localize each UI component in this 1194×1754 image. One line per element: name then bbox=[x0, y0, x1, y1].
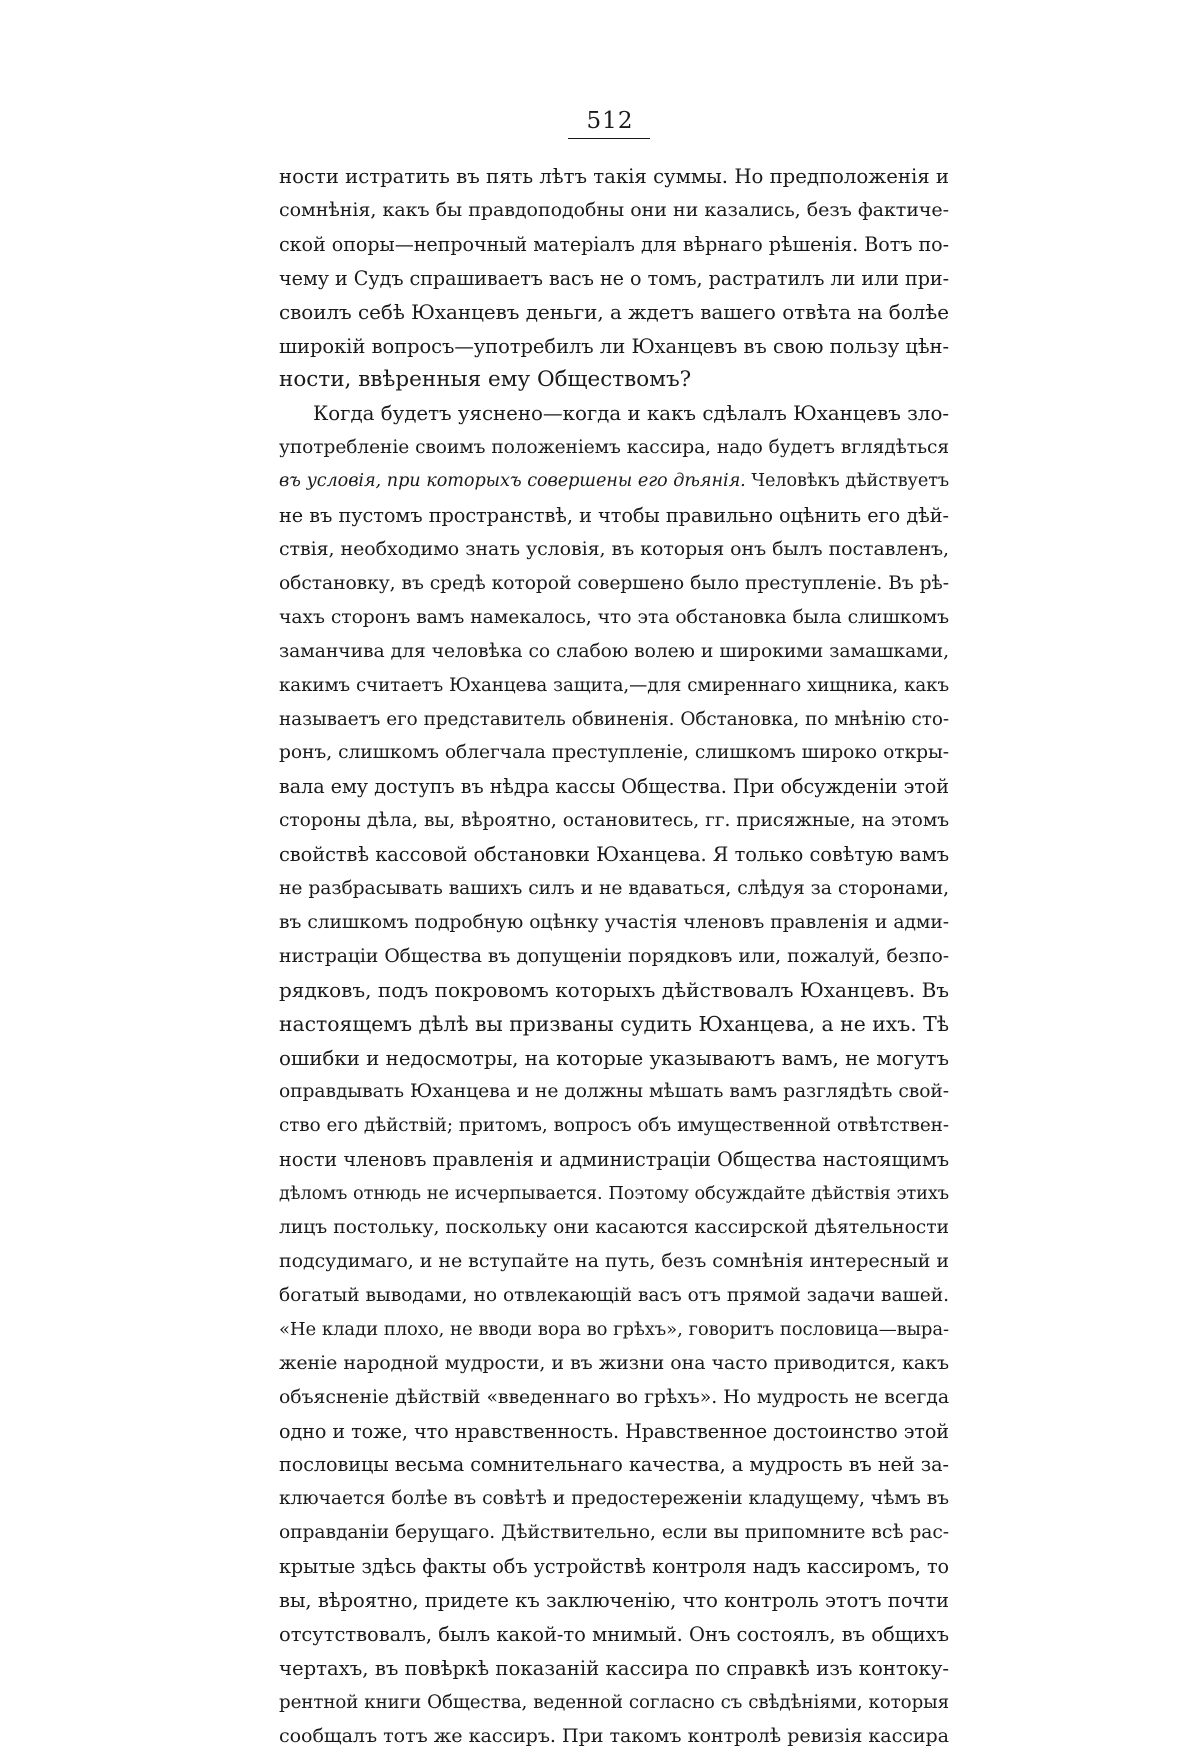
emphasized-text: въ условія, при которыхъ совершены его дѣянія. bbox=[279, 471, 746, 492]
text-line: оправдывать Юханцева и не должны мѣшать вамъ разглядѣть свой- bbox=[279, 1081, 949, 1103]
text-line: одно и тоже, что нравственность. Нравственное достоинство этой bbox=[279, 1419, 949, 1443]
text-line: подсудимаго, и не вступайте на путь, безъ сомнѣнія интересный и bbox=[279, 1250, 949, 1272]
text-line: ности членовъ правленія и администраціи Общества настоящимъ bbox=[279, 1148, 949, 1172]
text-line: вала ему доступъ въ нѣдра кассы Общества. При обсужденіи этой bbox=[279, 775, 949, 799]
text-line: чахъ сторонъ вамъ намекалось, что эта обстановка была слишкомъ bbox=[279, 606, 949, 628]
text-line: обстановку, въ средѣ которой совершено было преступленіе. Въ рѣ- bbox=[279, 572, 949, 594]
text-line: отсутствовалъ, былъ какой-то мнимый. Онъ состоялъ, въ общихъ bbox=[279, 1622, 949, 1646]
text-line: называетъ его представитель обвиненія. Обстановка, по мнѣнію сто- bbox=[279, 708, 949, 730]
text-line: нистраціи Общества въ допущеніи порядковъ или, пожалуй, безпо- bbox=[279, 945, 949, 967]
text-line-mixed bbox=[279, 465, 949, 499]
text-line: свойствѣ кассовой обстановки Юханцева. Я только совѣтую вамъ bbox=[279, 843, 949, 867]
text-line: сомнѣнія, какъ бы правдоподобны они ни казались, безъ фактиче- bbox=[279, 198, 949, 221]
text-line: лицъ постольку, поскольку они касаются кассирской дѣятельности bbox=[279, 1217, 949, 1239]
text-line: рентной книги Общества, веденной согласно съ свѣдѣніями, которыя bbox=[279, 1691, 949, 1713]
text-line: какимъ считаетъ Юханцева защита,—для смиреннаго хищника, какъ bbox=[279, 674, 949, 696]
text-segment: Человѣкъ дѣйствуетъ bbox=[745, 471, 949, 492]
text-line: богатый выводами, но отвлекающій васъ отъ прямой задачи вашей. bbox=[279, 1284, 949, 1306]
text-line: женіе народной мудрости, и въ жизни она часто приводится, какъ bbox=[279, 1351, 949, 1374]
text-line: употребленіе своимъ положеніемъ кассира, надо будетъ вглядѣться bbox=[279, 437, 949, 459]
text-line: ствія, необходимо знать условія, въ которыя онъ былъ поставленъ, bbox=[279, 537, 949, 560]
page-number: 512 bbox=[586, 108, 634, 134]
text-line: широкій вопросъ—употребилъ ли Юханцевъ въ свою пользу цѣн- bbox=[279, 334, 949, 358]
text-line: ности, ввѣренныя ему Обществомъ? bbox=[279, 367, 692, 393]
body-text bbox=[279, 160, 949, 1754]
text-line: сообщалъ тотъ же кассиръ. При такомъ контролѣ ревизія кассира bbox=[279, 1724, 949, 1747]
page-number-rule bbox=[568, 138, 650, 139]
text-line: настоящемъ дѣлѣ вы призваны судить Юханцева, а не ихъ. Тѣ bbox=[279, 1011, 949, 1036]
text-line: рядковъ, подъ покровомъ которыхъ дѣйствовалъ Юханцевъ. Въ bbox=[279, 977, 949, 1002]
text-line: чему и Судъ спрашиваетъ васъ не о томъ, растратилъ ли или при- bbox=[279, 266, 949, 290]
text-line: ронъ, слишкомъ облегчала преступленіе, слишкомъ широко откры- bbox=[279, 742, 949, 764]
text-line: оправданіи берущаго. Дѣйствительно, если вы припомните всѣ рас- bbox=[279, 1522, 949, 1544]
text-line: ство его дѣйствій; притомъ, вопросъ объ имущественной отвѣтствен- bbox=[279, 1115, 949, 1137]
text-line: пословицы весьма сомнительнаго качества, а мудрость въ ней за- bbox=[279, 1453, 949, 1477]
text-line: своилъ себѣ Юханцевъ деньги, а ждетъ вашего отвѣта на болѣе bbox=[279, 300, 949, 324]
text-line: дѣломъ отнюдь не исчерпывается. Поэтому обсуждайте дѣйствія этихъ bbox=[279, 1183, 949, 1205]
text-line: объясненіе дѣйствій «введеннаго во грѣхъ». Но мудрость не всегда bbox=[279, 1385, 949, 1408]
text-line: не въ пустомъ пространствѣ, и чтобы правильно оцѣнить его дѣй- bbox=[279, 504, 949, 528]
text-line: ской опоры—непрочный матеріалъ для вѣрнаго рѣшенія. Вотъ по- bbox=[279, 232, 949, 256]
text-line: ошибки и недосмотры, на которые указываютъ вамъ, не могутъ bbox=[279, 1046, 949, 1070]
text-line: не разбрасывать вашихъ силъ и не вдаваться, слѣдуя за сторонами, bbox=[279, 878, 949, 900]
text-line: стороны дѣла, вы, вѣроятно, остановитесь, гг. присяжные, на этомъ bbox=[279, 810, 949, 832]
text-line: «Не клади плохо, не вводи вора во грѣхъ», говоритъ пословица—выра- bbox=[279, 1318, 949, 1340]
text-line: вы, вѣроятно, придете къ заключенію, что контроль этотъ почти bbox=[279, 1589, 949, 1613]
text-line: въ слишкомъ подробную оцѣнку участія членовъ правленія и адми- bbox=[279, 911, 949, 933]
text-line: крытые здѣсь факты объ устройствѣ контроля надъ кассиромъ, то bbox=[279, 1555, 949, 1579]
text-line: Когда будетъ уяснено—когда и какъ сдѣлалъ Юханцевъ зло- bbox=[313, 402, 949, 426]
text-line: ности истратить въ пять лѣтъ такія суммы. Но предположенія и bbox=[279, 165, 949, 188]
text-line: чертахъ, въ повѣркѣ показаній кассира по справкѣ изъ контоку- bbox=[279, 1656, 949, 1680]
text-line: ключается болѣе въ совѣтѣ и предостереженіи кладущему, чѣмъ въ bbox=[279, 1488, 949, 1510]
text-line: заманчива для человѣка со слабою волею и широкими замашками, bbox=[279, 640, 949, 662]
